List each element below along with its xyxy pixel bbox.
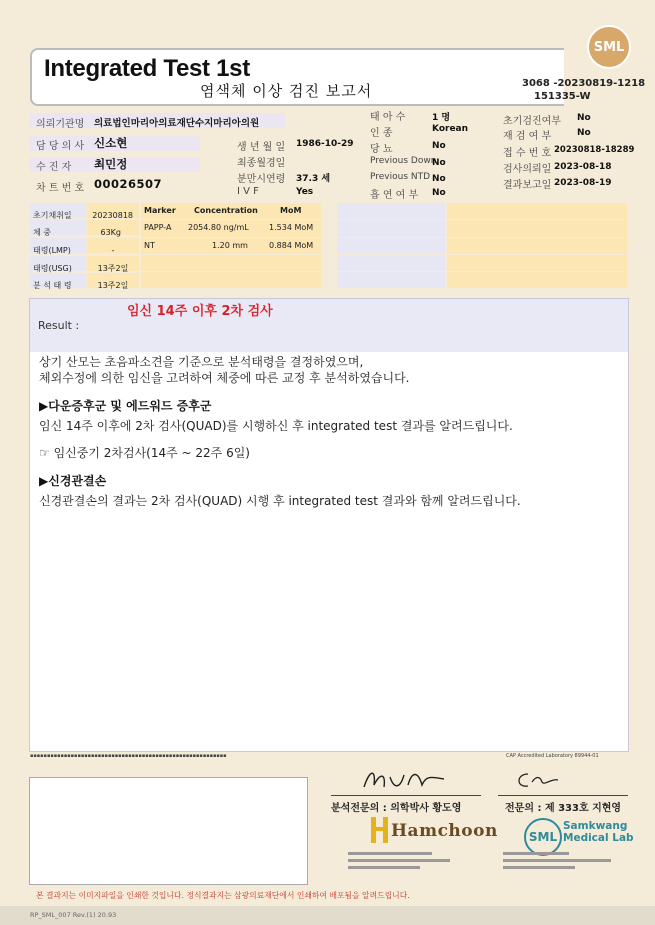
prev-ntd-value: No xyxy=(432,174,446,184)
address-line xyxy=(348,859,450,862)
block-divider xyxy=(337,254,627,255)
analysis-ga-value: 13주2일 xyxy=(97,281,129,290)
address-line xyxy=(503,866,575,869)
race-value: Korean xyxy=(432,124,469,134)
result-label: Result : xyxy=(38,319,80,332)
ivf-label: I V F xyxy=(237,186,259,197)
analysis-ga-label: 분 석 태 령 xyxy=(33,281,72,290)
sml-logo-icon xyxy=(587,25,631,69)
top-band xyxy=(0,0,655,48)
examinee-label: 수 진 자 xyxy=(36,162,72,173)
address-line xyxy=(348,866,420,869)
marker-name: NT xyxy=(144,241,155,250)
result-paragraph: 신경관결손의 결과는 2차 검사(QUAD) 시행 후 integrated test 결과와 함께 알려드립니다. xyxy=(39,494,521,508)
report-subtitle: 염색체 이상 검진 보고서 xyxy=(200,82,373,100)
measure-value-cell xyxy=(87,220,139,235)
samkwang-line2: Medical Lab xyxy=(563,832,634,844)
samkwang-line1: Samkwang xyxy=(563,820,628,832)
signature-line xyxy=(331,795,481,796)
chart-value: 00026507 xyxy=(94,177,163,191)
samkwang-name xyxy=(563,820,634,844)
samkwang-address xyxy=(503,850,623,873)
second-trimester-note: ☞ 임신중기 2차검사(14주 ~ 22주 6일) xyxy=(39,446,250,460)
block-divider xyxy=(337,271,627,272)
empty-block xyxy=(447,203,627,288)
request-date-value: 2023-08-18 xyxy=(554,162,612,172)
fetus-label: 태 아 수 xyxy=(370,112,406,123)
signature-line xyxy=(498,795,628,796)
concentration-header: Concentration xyxy=(194,206,258,215)
hamchoon-logo-text: Hamchoon xyxy=(391,821,498,841)
prev-ntd-label: Previous NTD xyxy=(370,172,431,182)
chart-label: 차 트 번 호 xyxy=(36,183,85,194)
retest-label: 재 검 여 부 xyxy=(503,131,552,142)
result-paragraph: 임신 14주 이후에 2차 검사(QUAD)를 시행하신 후 integrated test 결과를 알려드립니다. xyxy=(39,419,513,433)
measure-label-cell xyxy=(30,273,86,288)
ntd-heading: ▶신경관결손 xyxy=(39,474,107,488)
down-edwards-heading: ▶다운증후군 및 에드워드 증후군 xyxy=(39,399,212,413)
ga-usg-label: 태령(USG) xyxy=(33,264,72,273)
measure-value-cell xyxy=(87,273,139,288)
retest-value: No xyxy=(577,128,591,138)
measure-value-cell xyxy=(87,203,139,218)
result-paragraph-line: 상기 산모는 초음파소견을 기준으로 분석태령을 결정하였으며, xyxy=(39,355,364,369)
specialist-signature-icon xyxy=(512,768,562,792)
block-divider xyxy=(337,219,627,220)
block-divider xyxy=(337,237,627,238)
marker-divider xyxy=(141,254,321,255)
cap-accredited: CAP Accredited Laboratory 89944-01 xyxy=(506,753,599,759)
form-code: RP_SML_007 Rev.(1) 20.93 xyxy=(30,911,117,919)
dm-label: 당 뇨 xyxy=(370,144,393,155)
race-label: 인 종 xyxy=(370,128,393,139)
mom-header: MoM xyxy=(280,206,302,215)
smoking-value: No xyxy=(432,188,446,198)
specialist-name: 전문의 : 제 333호 지현영 xyxy=(505,803,622,814)
marker-concentration: 1.20 mm xyxy=(212,241,248,250)
marker-divider xyxy=(141,219,321,220)
age-label: 분만시연령 xyxy=(237,174,286,185)
hamchoon-emblem-icon xyxy=(369,813,393,847)
weight-label: 체 중 xyxy=(33,228,51,237)
dm-value: No xyxy=(432,141,446,151)
prev-down-label: Previous Down xyxy=(370,156,437,166)
smoking-label: 흡 연 여 부 xyxy=(370,190,419,201)
logo-text: SML xyxy=(593,39,625,55)
footer-notice: 본 결과지는 이미지파일을 인쇄한 것입니다. 정식결과지는 삼광의료재단에서 인쇄하여 배포됨을 알려드립니다. xyxy=(36,891,410,900)
measure-label-cell xyxy=(30,203,86,218)
report-date-value: 2023-08-19 xyxy=(554,178,612,188)
marker-name: PAPP-A xyxy=(144,223,172,232)
samkwang-logo-mark: SML xyxy=(528,830,558,844)
request-date-label: 검사의뢰일 xyxy=(503,164,552,175)
doctor-value: 신소현 xyxy=(94,136,128,150)
marker-divider xyxy=(141,271,321,272)
receipt-label: 접 수 번 호 xyxy=(503,148,552,159)
result-headline: 임신 14주 이후 2차 검사 xyxy=(127,304,273,319)
marker-mom: 1.534 MoM xyxy=(269,223,314,232)
receipt-value: 20230818-18289 xyxy=(554,145,635,155)
lmp-label: 최종월경일 xyxy=(237,158,286,169)
empty-block xyxy=(337,203,445,288)
signature-empty-box xyxy=(29,777,308,885)
marker-header: Marker xyxy=(144,206,176,215)
institution-value: 의료법인마리아의료재단수지마리아의원 xyxy=(94,118,260,129)
hamchoon-address xyxy=(348,850,468,873)
birth-value: 1986-10-29 xyxy=(296,139,354,149)
report-date-label: 결과보고일 xyxy=(503,180,552,191)
institution-label: 의뢰기관명 xyxy=(36,119,85,130)
ga-lmp-value: - xyxy=(111,246,115,255)
report-number-line1: 3068 -20230819-1218 xyxy=(522,78,646,89)
prev-down-value: No xyxy=(432,158,446,168)
measure-label-cell xyxy=(30,220,86,235)
measure-label-cell xyxy=(30,256,86,271)
measure-label-cell xyxy=(30,238,86,253)
collection-date-label: 초기채취일 xyxy=(33,211,72,220)
ga-lmp-label: 태령(LMP) xyxy=(33,246,71,255)
measure-value-cell xyxy=(87,238,139,253)
marker-mom: 0.884 MoM xyxy=(269,241,314,250)
result-paragraph-line: 체외수정에 의한 임신을 고려하여 체중에 따른 교정 후 분석하였습니다. xyxy=(39,371,410,385)
first-test-value: No xyxy=(577,113,591,123)
result-header xyxy=(29,298,629,352)
fetus-value: 1 명 xyxy=(432,113,451,123)
analyst-name: 분석전문의 : 의학박사 황도영 xyxy=(331,803,462,814)
doctor-label: 담 당 의 사 xyxy=(36,141,85,152)
address-line xyxy=(503,852,569,855)
tiny-disclaimer: ▪▪▪▪▪▪▪▪▪▪▪▪▪▪▪▪▪▪▪▪▪▪▪▪▪▪▪▪▪▪▪▪▪▪▪▪▪▪▪▪▪▪▪▪▪▪▪▪▪▪▪▪▪▪▪▪▪▪ xyxy=(30,753,227,758)
report-number xyxy=(522,77,645,103)
report-title: Integrated Test 1st xyxy=(44,55,250,82)
birth-label: 생 년 월 일 xyxy=(237,142,286,153)
marker-concentration: 2054.80 ng/mL xyxy=(188,223,249,232)
first-test-label: 초기검진여부 xyxy=(503,116,561,127)
address-line xyxy=(348,852,432,855)
report-number-line2: 151335-W xyxy=(534,91,591,102)
measure-value-cell xyxy=(87,256,139,271)
address-line xyxy=(503,859,611,862)
age-value: 37.3 세 xyxy=(296,174,331,184)
analyst-signature-icon xyxy=(360,765,450,795)
examinee-value: 최민정 xyxy=(94,157,128,171)
weight-value: 63Kg xyxy=(100,228,121,237)
marker-divider xyxy=(141,237,321,238)
collection-date-value: 20230818 xyxy=(92,211,133,220)
ivf-value: Yes xyxy=(296,187,314,197)
ga-usg-value: 13주2일 xyxy=(97,264,129,273)
